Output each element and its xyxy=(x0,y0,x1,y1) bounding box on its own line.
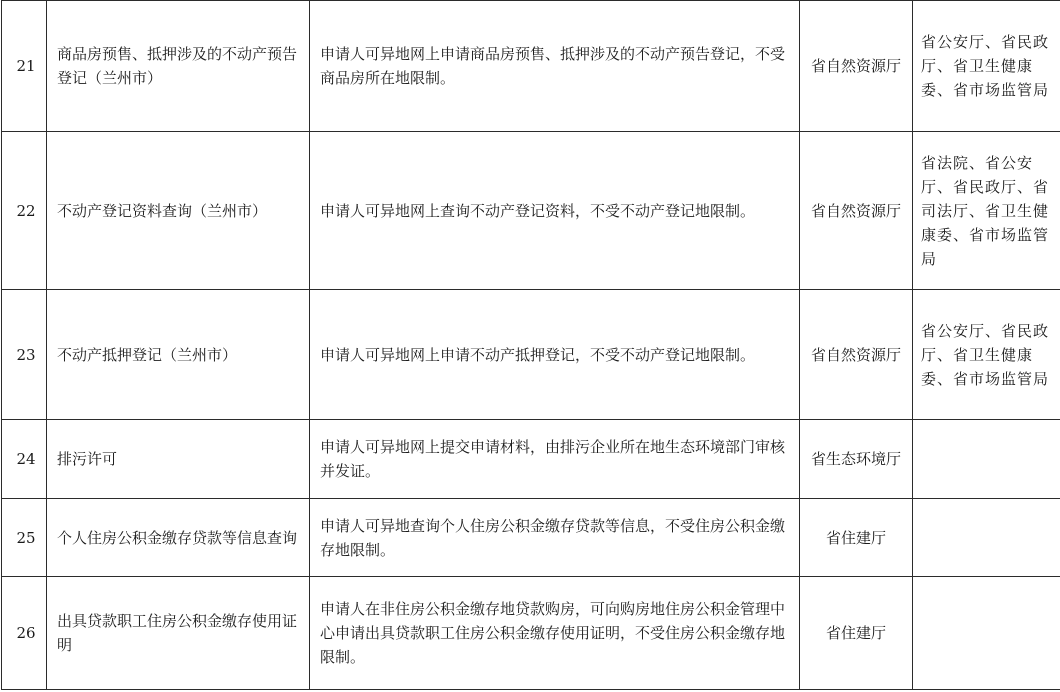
cooperating-departments: 省公安厅、省民政厅、省卫生健康委、省市场监管局 xyxy=(913,1,1060,132)
item-description: 申请人可异地网上查询不动产登记资料，不受不动产登记地限制。 xyxy=(310,132,800,290)
row-number: 21 xyxy=(2,1,47,132)
table-row xyxy=(2,577,1060,690)
item-name: 出具贷款职工住房公积金缴存使用证明 xyxy=(47,577,310,690)
row-number: 25 xyxy=(2,499,47,577)
cooperating-departments xyxy=(913,499,1060,577)
item-name: 排污许可 xyxy=(47,420,310,499)
lead-department: 省自然资源厅 xyxy=(800,1,913,132)
lead-department: 省住建厅 xyxy=(800,499,913,577)
service-table xyxy=(1,0,1060,690)
item-description: 申请人在非住房公积金缴存地贷款购房，可向购房地住房公积金管理中心申请出具贷款职工住房公积金缴存使用证明，不受住房公积金缴存地限制。 xyxy=(310,577,800,690)
cooperating-departments xyxy=(913,420,1060,499)
lead-department: 省生态环境厅 xyxy=(800,420,913,499)
table-row xyxy=(2,132,1060,290)
table-row xyxy=(2,420,1060,499)
lead-department: 省自然资源厅 xyxy=(800,132,913,290)
item-description: 申请人可异地网上申请商品房预售、抵押涉及的不动产预告登记，不受商品房所在地限制。 xyxy=(310,1,800,132)
item-name: 不动产登记资料查询（兰州市） xyxy=(47,132,310,290)
item-description: 申请人可异地网上申请不动产抵押登记，不受不动产登记地限制。 xyxy=(310,290,800,420)
table-row xyxy=(2,1,1060,132)
cooperating-departments xyxy=(913,577,1060,690)
cooperating-departments: 省公安厅、省民政厅、省卫生健康委、省市场监管局 xyxy=(913,290,1060,420)
table-row xyxy=(2,290,1060,420)
item-name: 个人住房公积金缴存贷款等信息查询 xyxy=(47,499,310,577)
row-number: 22 xyxy=(2,132,47,290)
row-number: 23 xyxy=(2,290,47,420)
table-row xyxy=(2,499,1060,577)
item-name: 商品房预售、抵押涉及的不动产预告登记（兰州市） xyxy=(47,1,310,132)
item-name: 不动产抵押登记（兰州市） xyxy=(47,290,310,420)
lead-department: 省住建厅 xyxy=(800,577,913,690)
row-number: 26 xyxy=(2,577,47,690)
lead-department: 省自然资源厅 xyxy=(800,290,913,420)
item-description: 申请人可异地网上提交申请材料，由排污企业所在地生态环境部门审核并发证。 xyxy=(310,420,800,499)
cooperating-departments: 省法院、省公安厅、省民政厅、省司法厅、省卫生健康委、省市场监管局 xyxy=(913,132,1060,290)
row-number: 24 xyxy=(2,420,47,499)
item-description: 申请人可异地查询个人住房公积金缴存贷款等信息，不受住房公积金缴存地限制。 xyxy=(310,499,800,577)
